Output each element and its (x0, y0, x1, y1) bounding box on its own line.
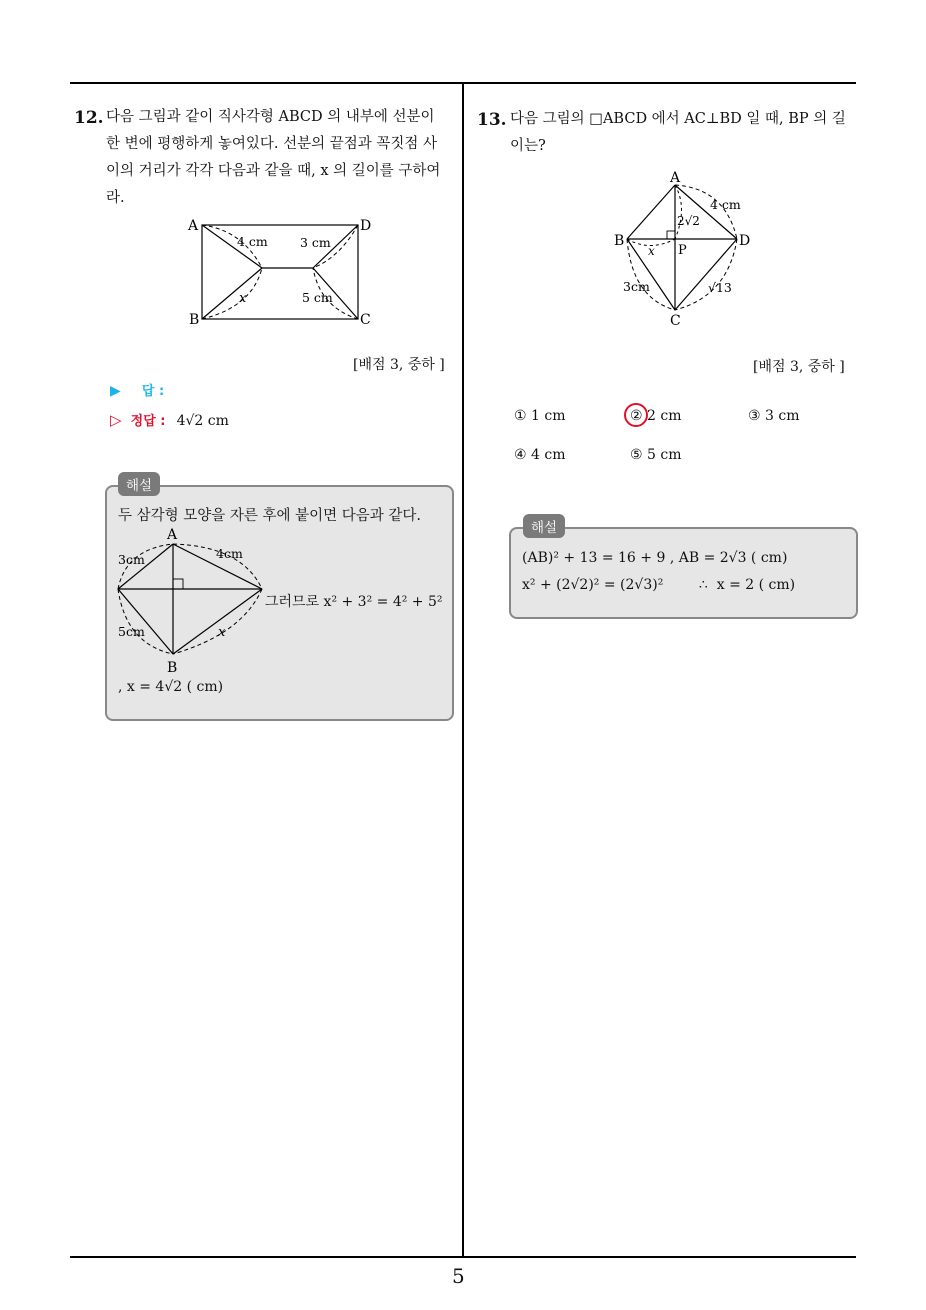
q12-fig-label-c: C (360, 312, 371, 328)
q12-fig-label-b: B (189, 312, 200, 328)
sol-fig-label-b: B (167, 660, 178, 676)
q12-fig-label-a: A (188, 218, 199, 234)
q13-text (510, 106, 860, 160)
q12-fig-length-3cm: 3 cm (300, 235, 331, 250)
answer-label: 답 : (141, 384, 165, 399)
q13-text-line: 이는? (510, 138, 546, 154)
q12-fig-length-x: x (239, 291, 247, 306)
q13-fig-length-2root2: 2√2 (677, 214, 700, 228)
choice-4[interactable]: ④ 4 cm (514, 447, 566, 463)
sol-fig-length-5cm: 5cm (118, 624, 145, 639)
correct-label: 정답 : (130, 414, 166, 429)
q12-fig-length-5cm: 5 cm (302, 290, 333, 305)
q12-text (106, 104, 458, 212)
sol-fig-length-x: x (218, 625, 226, 640)
q13-solution-line2: x² + (2√2)² = (2√3)² ∴ x = 2 ( cm) (522, 577, 796, 593)
q13-fig-length-4cm: 4 cm (710, 197, 741, 212)
q13-fig-label-a: A (670, 170, 681, 186)
bottom-rule (70, 1256, 856, 1258)
q13-text-line: 다음 그림의 □ABCD 에서 AC⊥BD 일 때, BP 의 길 (510, 111, 846, 127)
choice-5[interactable]: ⑤ 5 cm (630, 447, 682, 463)
q13-fig-length-root13: √13 (708, 280, 732, 295)
correct-value: 4√2 cm (176, 413, 229, 429)
q12-score: [배점 3, 중하 ] (353, 357, 445, 373)
q12-text-line: 라. (106, 190, 125, 206)
selected-choice-circle (624, 403, 648, 427)
q12-solution-equation: 그러므로 x² + 3² = 4² + 5² (265, 594, 443, 610)
q13-fig-label-d: D (739, 233, 751, 249)
sol-fig-length-3cm: 3cm (118, 552, 145, 567)
sol-fig-length-4cm: 4cm (216, 546, 243, 561)
q12-fig-label-d: D (360, 218, 372, 234)
correct-arrow-icon: ▷ (110, 411, 122, 429)
q12-answer-row (110, 380, 164, 399)
q13-solution-line1: (AB)² + 13 = 16 + 9 , AB = 2√3 ( cm) (522, 550, 788, 566)
q13-solution-tab: 해설 (523, 514, 565, 538)
choice-1[interactable]: ① 1 cm (514, 408, 566, 424)
q12-solution-result: , x = 4√2 ( cm) (118, 679, 224, 695)
q13-solution-box (509, 527, 858, 619)
q13-figure (610, 168, 760, 330)
q12-text-line: 한 변에 평행하게 놓여있다. 선분의 끝점과 꼭짓점 사 (106, 136, 438, 152)
q12-text-line: 다음 그림과 같이 직사각형 ABCD 의 내부에 선분이 (106, 109, 435, 125)
q13-fig-length-3cm: 3cm (623, 279, 650, 294)
page-number: 5 (452, 1264, 465, 1288)
q12-number: 12. (74, 108, 104, 128)
q13-fig-label-b: B (614, 233, 625, 249)
q12-solution-figure (112, 524, 272, 676)
q12-figure (180, 212, 380, 332)
answer-arrow-icon: ▶ (110, 383, 121, 399)
q13-number: 13. (477, 110, 507, 130)
q13-fig-label-c: C (670, 313, 681, 329)
q13-fig-label-p: P (678, 243, 687, 258)
q12-text-line: 이의 거리가 각각 다음과 같을 때, x 의 길이를 구하여 (106, 163, 441, 179)
choice-2[interactable]: ② 2 cm (630, 408, 682, 424)
choice-3[interactable]: ③ 3 cm (748, 408, 800, 424)
q12-fig-length-4cm: 4 cm (237, 234, 268, 249)
q13-fig-length-x: x (648, 244, 655, 258)
q12-solution-line1: 두 삼각형 모양을 자른 후에 붙이면 다음과 같다. (118, 508, 422, 524)
q12-correct-row (110, 410, 229, 429)
column-divider (462, 82, 464, 1258)
q12-solution-tab: 해설 (118, 472, 160, 496)
sol-fig-label-a: A (167, 527, 178, 543)
q13-score: [배점 3, 중하 ] (753, 359, 845, 375)
